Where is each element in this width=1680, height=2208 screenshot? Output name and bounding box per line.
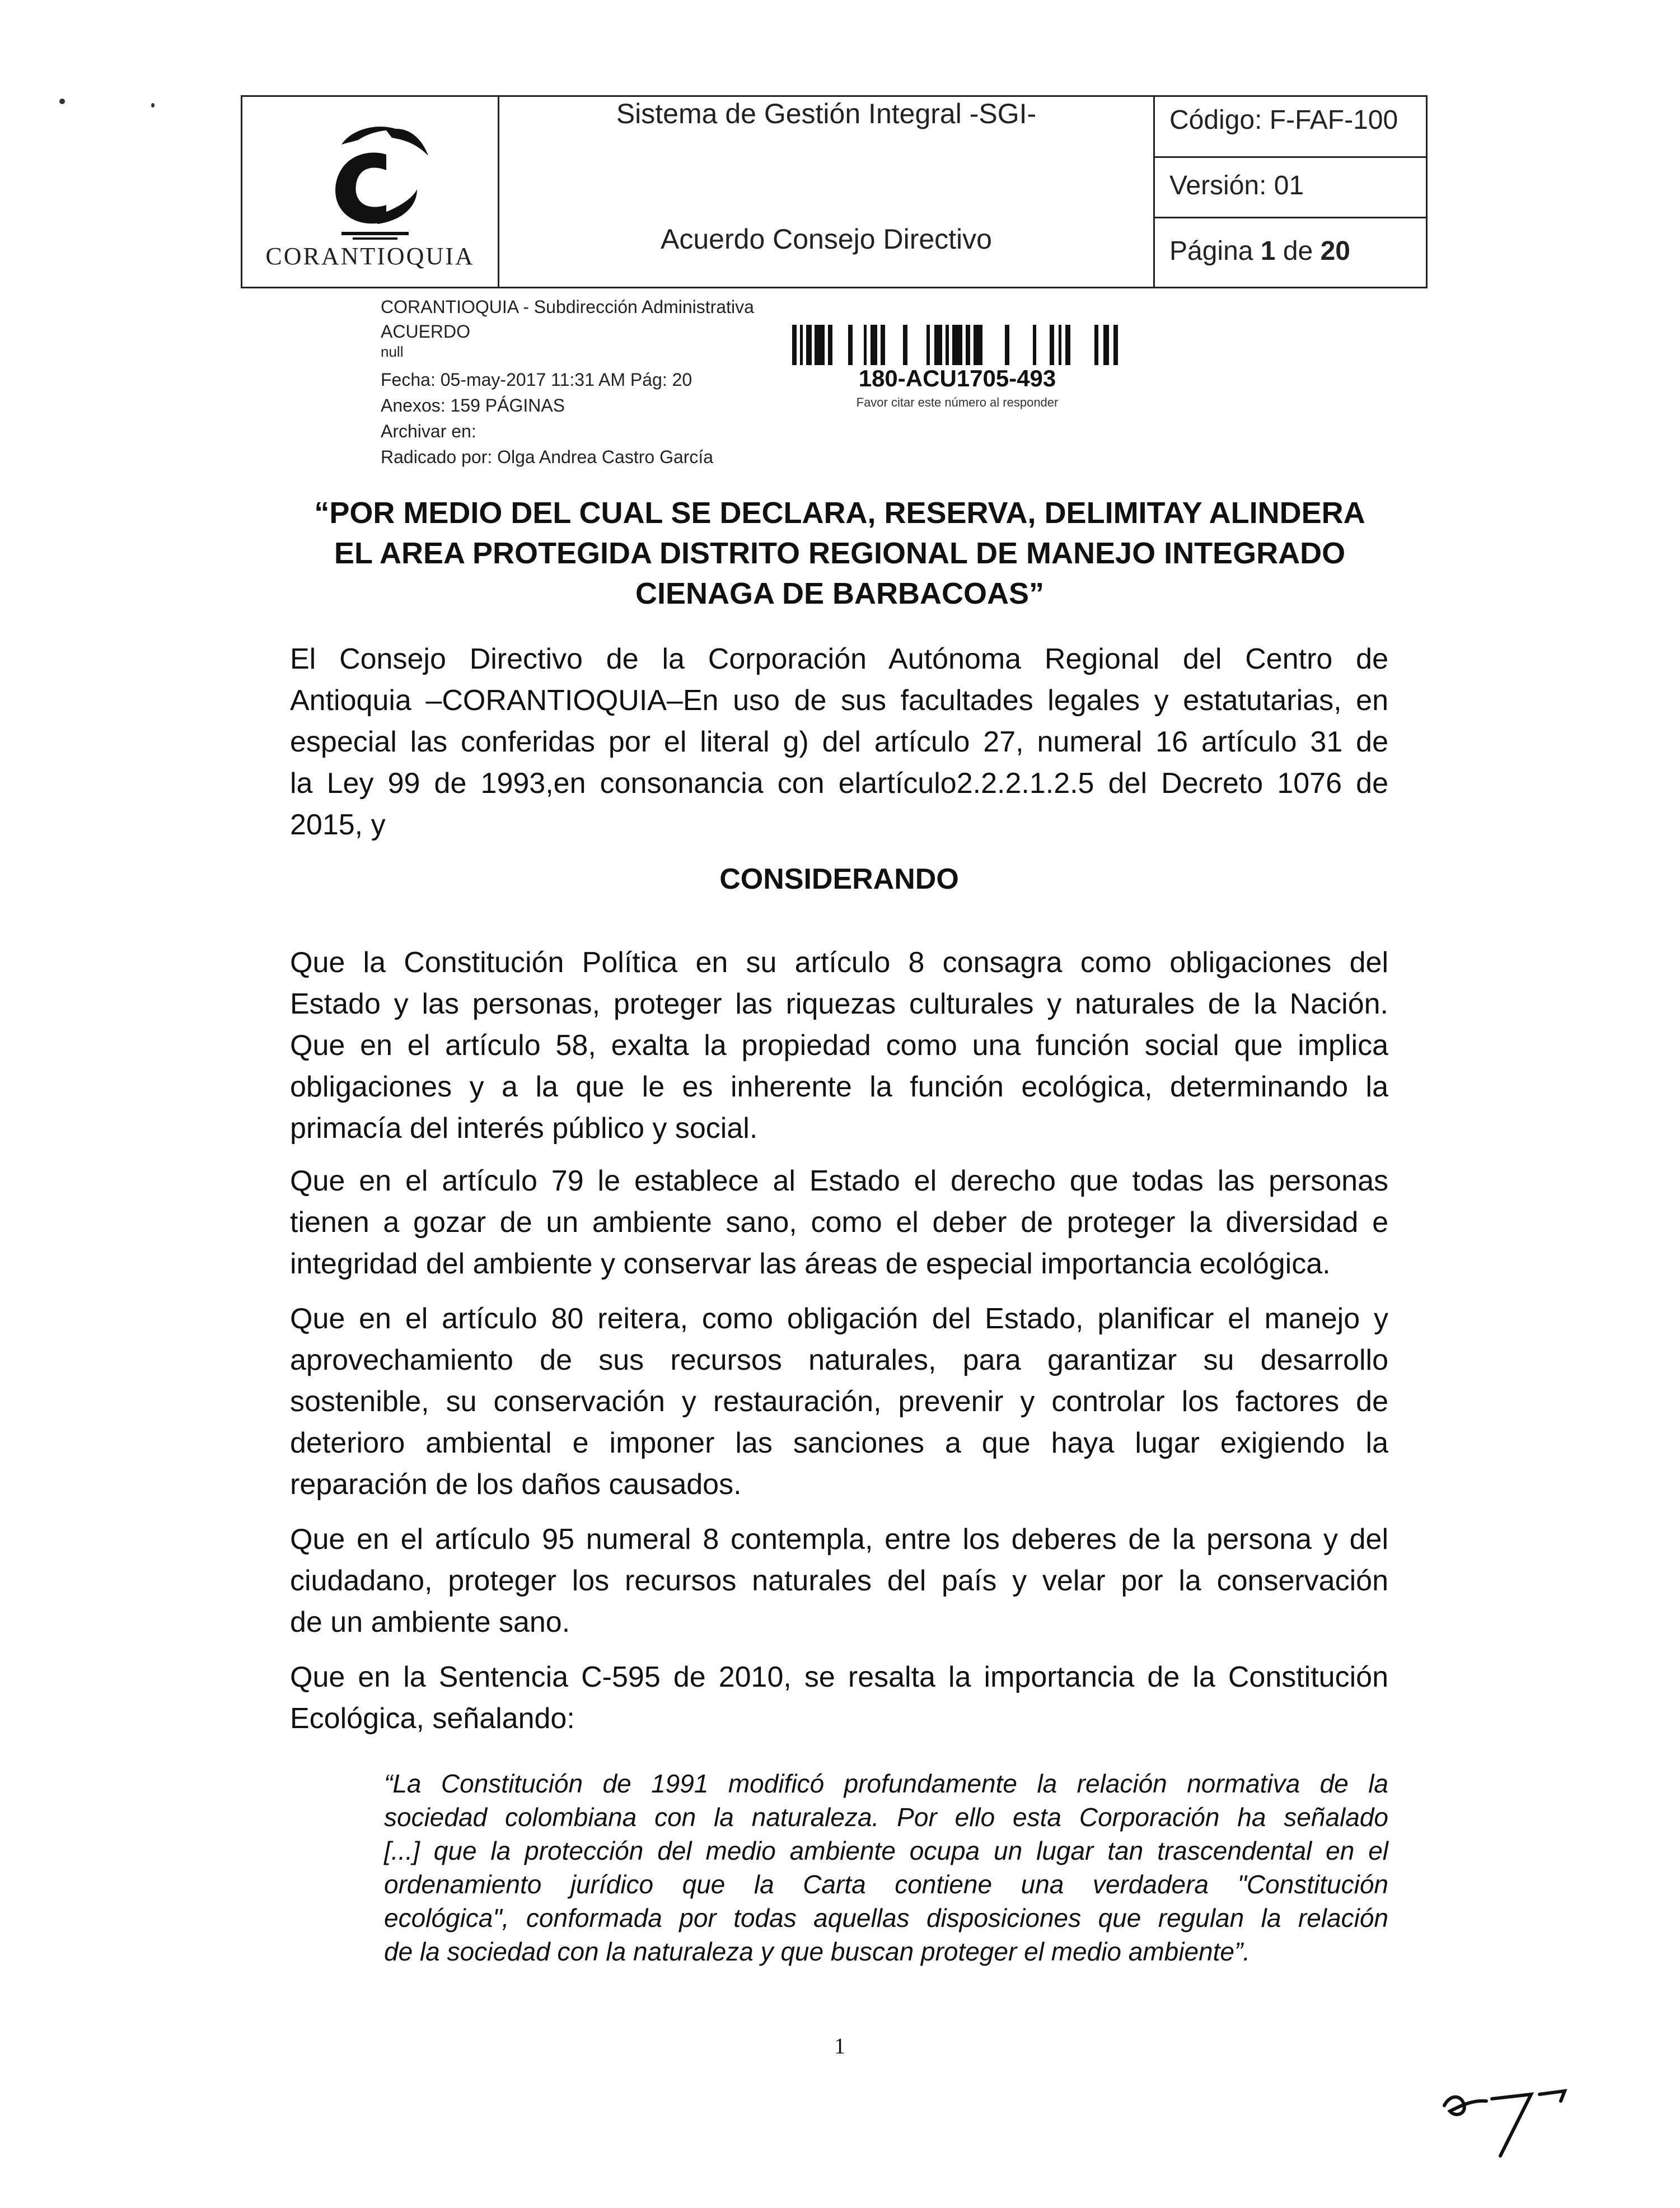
considering-paragraph bbox=[290, 1160, 1388, 1285]
text-line: Que en el artículo 58, exalta la propiedad como una función social que implica bbox=[290, 1029, 1388, 1062]
barcode-note: Favor citar este número al responder bbox=[856, 395, 1059, 409]
text-line: El Consejo Directivo de la Corporación Autónoma Regional del Centro de bbox=[290, 643, 1388, 675]
considering-paragraph bbox=[290, 1656, 1388, 1739]
stamp-line: CORANTIOQUIA - Subdirección Administrativa bbox=[381, 297, 754, 317]
text-line: sostenible, su conservación y restauración, prevenir y controlar los factores de bbox=[290, 1385, 1388, 1418]
document-version: Versión: 01 bbox=[1153, 158, 1428, 218]
text-line: la Ley 99 de 1993,en consonancia con elartículo2.2.2.1.2.5 del Decreto 1076 de bbox=[290, 767, 1388, 800]
document-kind: Acuerdo Consejo Directivo bbox=[661, 223, 992, 255]
text-line: Que en el artículo 79 le establece al Estado el derecho que todas las personas bbox=[290, 1165, 1388, 1197]
sentencia-quote bbox=[384, 1767, 1388, 1968]
text-line: de un ambiente sano. bbox=[290, 1606, 570, 1639]
stamp-line: Radicado por: Olga Andrea Castro García bbox=[381, 447, 714, 467]
stamp-line: null bbox=[381, 343, 404, 360]
barcode-number: 180-ACU1705-493 bbox=[858, 365, 1056, 391]
text-line: reparación de los daños causados. bbox=[290, 1468, 742, 1501]
quote-line: “La Constitución de 1991 modificó profundamente la relación normativa de la bbox=[384, 1769, 1388, 1798]
page-number: 1 bbox=[834, 2033, 845, 2058]
stamp-line: Archivar en: bbox=[381, 421, 476, 441]
text-line: Que en el artículo 95 numeral 8 contempla, entre los deberes de la persona y del bbox=[290, 1523, 1388, 1556]
page-mid: de bbox=[1275, 236, 1321, 266]
stamp-line: Fecha: 05-may-2017 11:31 AM Pág: 20 bbox=[381, 370, 692, 390]
text-line: Estado y las personas, proteger las riquezas culturales y naturales de la Nación. bbox=[290, 988, 1388, 1020]
text-line: Que en la Sentencia C-595 de 2010, se resalta la importancia de la Constitución bbox=[290, 1661, 1388, 1693]
header-logo-cell bbox=[241, 95, 499, 288]
barcode-icon bbox=[792, 325, 1122, 365]
org-name: CORANTIOQUIA bbox=[265, 242, 475, 270]
text-line: aprovechamiento de sus recursos naturales, para garantizar su desarrollo bbox=[290, 1344, 1388, 1376]
text-line: Que en el artículo 80 reitera, como obligación del Estado, planificar el manejo y bbox=[290, 1303, 1388, 1335]
document-code: Código: F-FAF-100 bbox=[1153, 95, 1428, 158]
corantioquia-logo-icon bbox=[302, 105, 437, 245]
considering-paragraph bbox=[290, 1519, 1388, 1643]
system-title: Sistema de Gestión Integral -SGI- bbox=[616, 98, 1037, 129]
section-heading: CONSIDERANDO bbox=[719, 863, 959, 895]
text-line: Antioquia –CORANTIOQUIA–En uso de sus facultades legales y estatutarias, en bbox=[290, 684, 1388, 717]
stamp-line: ACUERDO bbox=[381, 321, 471, 342]
title-line: CIENAGA DE BARBACOAS” bbox=[635, 577, 1045, 610]
considering-paragraph bbox=[290, 942, 1388, 1149]
page-total: 20 bbox=[1320, 236, 1350, 266]
text-line: 2015, y bbox=[290, 809, 386, 841]
handwritten-folio-mark-icon bbox=[1433, 2072, 1579, 2162]
quote-line: de la sociedad con la naturaleza y que buscan proteger el medio ambiente”. bbox=[384, 1937, 1251, 1966]
considering-paragraph bbox=[290, 1298, 1388, 1505]
text-line: deterioro ambiental e imponer las sanciones a que haya lugar exigiendo la bbox=[290, 1427, 1388, 1459]
document-title bbox=[263, 493, 1416, 614]
quote-line: sociedad colombiana con la naturaleza. Por ello esta Corporación ha señalado bbox=[384, 1803, 1388, 1832]
text-line: especial las conferidas por el literal g) del artículo 27, numeral 16 artículo 31 de bbox=[290, 726, 1388, 758]
intro-paragraph bbox=[290, 638, 1388, 846]
text-line: obligaciones y a la que le es inherente la función ecológica, determinando la bbox=[290, 1071, 1388, 1103]
quote-line: [...] que la protección del medio ambiente ocupa un lugar tan trascendental en el bbox=[384, 1836, 1388, 1865]
text-line: Que la Constitución Política en su artículo 8 consagra como obligaciones del bbox=[290, 946, 1388, 979]
header-title-cell bbox=[499, 95, 1153, 288]
text-line: integridad del ambiente y conservar las áreas de especial importancia ecológica. bbox=[290, 1248, 1331, 1280]
text-line: ciudadano, proteger los recursos naturales del país y velar por la conservación bbox=[290, 1565, 1388, 1597]
title-line: EL AREA PROTEGIDA DISTRITO REGIONAL DE MANEJO INTEGRADO bbox=[334, 536, 1346, 570]
scan-speck bbox=[59, 99, 65, 104]
document-page-count bbox=[1153, 218, 1428, 288]
text-line: Ecológica, señalando: bbox=[290, 1702, 575, 1735]
page-current: 1 bbox=[1260, 236, 1276, 266]
scan-speck bbox=[151, 103, 155, 108]
text-line: tienen a gozar de un ambiente sano, como el deber de proteger la diversidad e bbox=[290, 1206, 1388, 1239]
text-line: primacía del interés público y social. bbox=[290, 1112, 758, 1145]
page-prefix: Página bbox=[1169, 236, 1261, 266]
quote-line: ordenamiento jurídico que la Carta contiene una verdadera "Constitución bbox=[384, 1870, 1388, 1899]
title-line: “POR MEDIO DEL CUAL SE DECLARA, RESERVA, DELIMITAY ALINDERA bbox=[314, 496, 1365, 530]
quote-line: ecológica", conformada por todas aquellas disposiciones que regulan la relación bbox=[384, 1903, 1388, 1932]
stamp-line: Anexos: 159 PÁGINAS bbox=[381, 395, 565, 416]
